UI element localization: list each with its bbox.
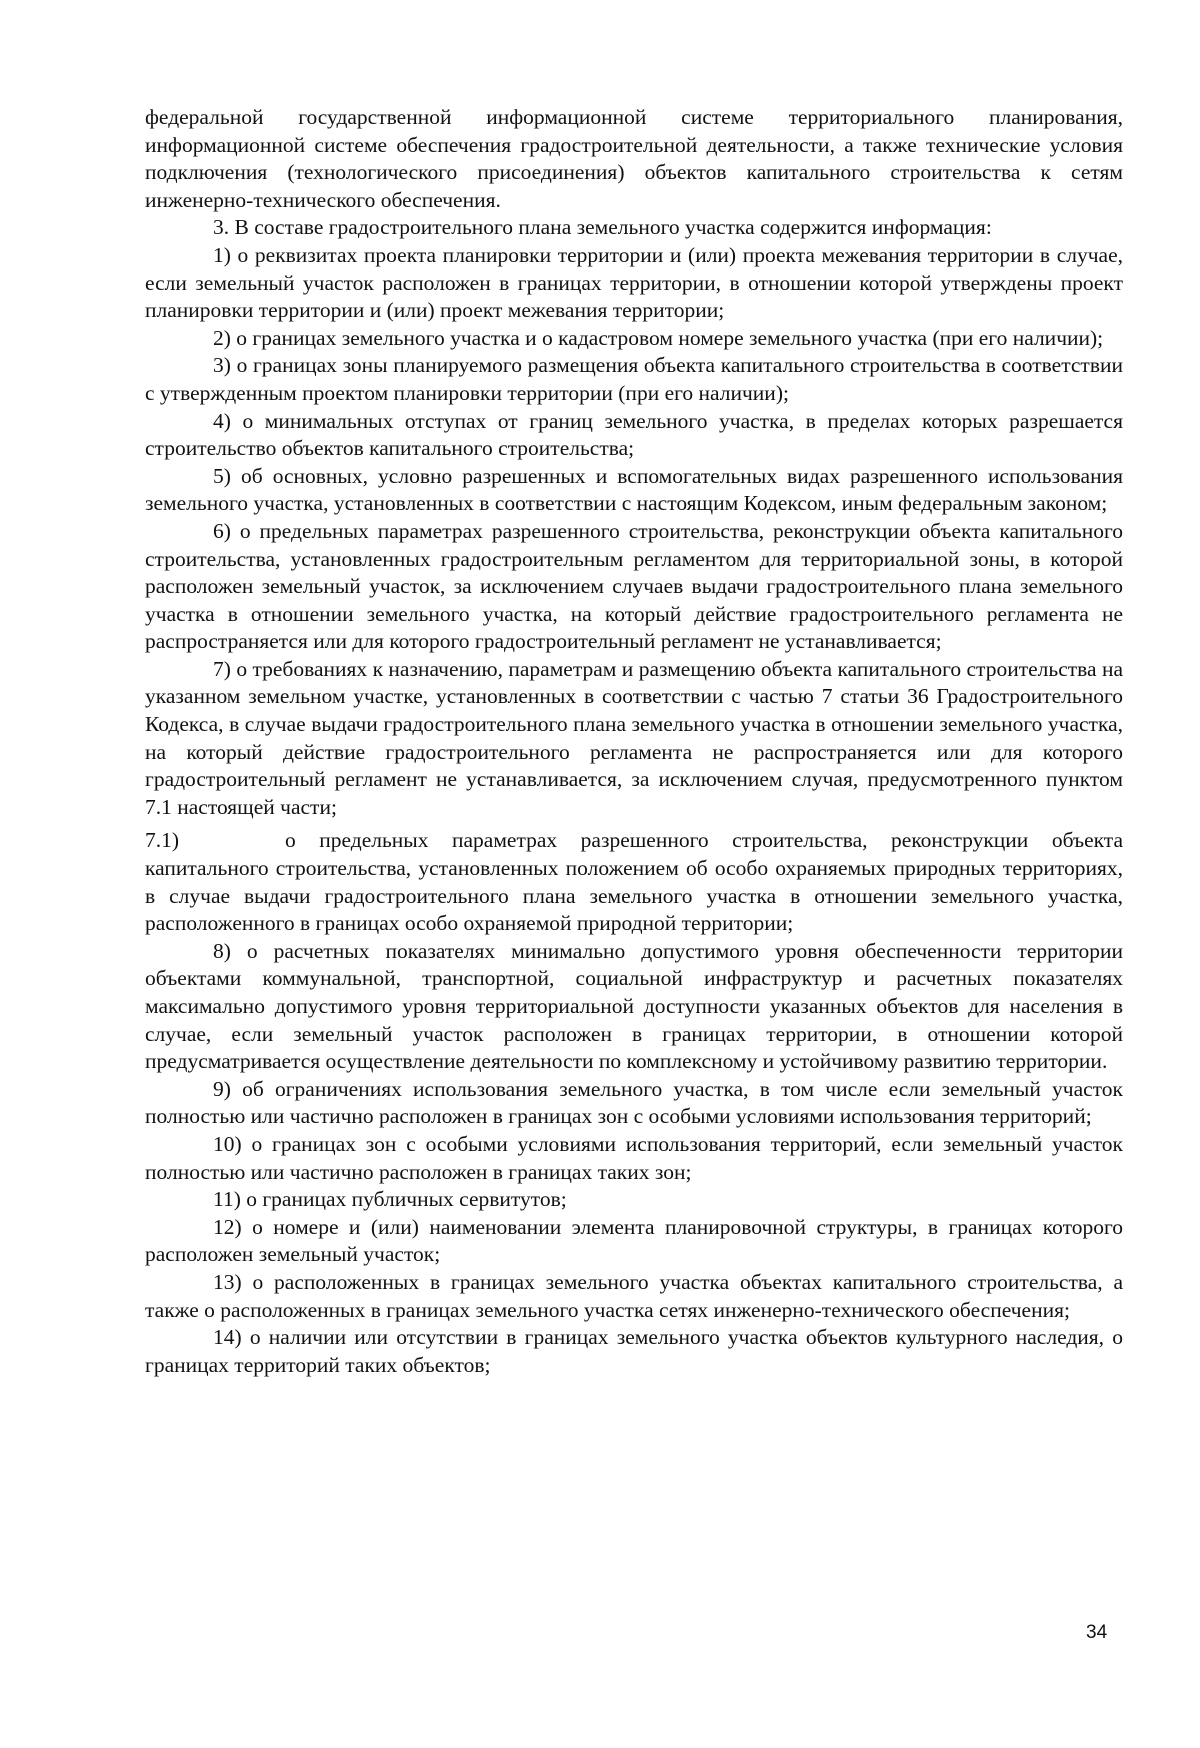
paragraph-item-7: 7) о требованиях к назначению, параметрам и размещению объекта капитального строительства на указанном земельном участке, установленных в соответствии с частью 7 статьи 36 Градостроительного Кодекса, в случае выдачи градостроительного плана земельного участка в отношении земельного участка, на который действие градостроительного регламента не распространяется или для которого градостроительный регламент не устанавливается, за исключением случая, предусмотренного пунктом 7.1 настоящей части; xyxy=(145,656,1123,819)
page-number: 34 xyxy=(1086,1622,1108,1643)
item-7-1-text: о предельных параметрах разрешенного строительства, реконструкции объекта капитального строительства, установленных положением об особо охраняемых природных территориях, в случае выдачи градостроительного плана земельного участка в отношении земельного участка, расположенного в границах особо охраняемой природной территории; xyxy=(145,828,1123,936)
paragraph-item-10: 10) о границах зон с особыми условиями использования территорий, если земельный участок полностью или частично расположен в границах таких зон; xyxy=(145,1131,1123,1184)
paragraph-item-6: 6) о предельных параметрах разрешенного строительства, реконструкции объекта капитального строительства, установленных градостроительным регламентом для территориальной зоны, в которой расположен земельный участок, за исключением случаев выдачи градостроительного плана земельного участка в отношении земельного участка, на который действие градостроительного регламента не распространяется или для которого градостроительный регламент не устанавливается; xyxy=(145,518,1123,654)
document-page xyxy=(145,104,1123,1379)
paragraph-item-7-1 xyxy=(145,827,1123,937)
paragraph-item-5: 5) об основных, условно разрешенных и вспомогательных видах разрешенного использования земельного участка, установленных в соответствии с настоящим Кодексом, иным федеральным законом; xyxy=(145,463,1123,516)
paragraph-item-8: 8) о расчетных показателях минимально допустимого уровня обеспеченности территории объектами коммунальной, транспортной, социальной инфраструктур и расчетных показателях максимально допустимого уровня территориальной доступности указанных объектов для населения в случае, если земельный участок расположен в границах территории, в отношении которой предусматривается осуществление деятельности по комплексному и устойчивому развитию территории. xyxy=(145,938,1123,1074)
paragraph-item-1: 1) о реквизитах проекта планировки территории и (или) проекта межевания территории в случае, если земельный участок расположен в границах территории, в отношении которой утверждены проект планировки территории и (или) проект межевания территории; xyxy=(145,242,1123,323)
paragraph-item-12: 12) о номере и (или) наименовании элемента планировочной структуры, в границах которого расположен земельный участок; xyxy=(145,1214,1123,1267)
paragraph-item-13: 13) о расположенных в границах земельного участка объектах капитального строительства, а также о расположенных в границах земельного участка сетях инженерно-технического обеспечения; xyxy=(145,1269,1123,1322)
item-7-1-number: 7.1) xyxy=(145,828,180,853)
paragraph-item-11: 11) о границах публичных сервитутов; xyxy=(213,1187,567,1212)
paragraph-continuation: федеральной государственной информационной системе территориального планирования, информационной системе обеспечения градостроительной деятельности, а также технические условия подключения (технологического присоединения) объектов капитального строительства к сетям инженерно-технического обеспечения. xyxy=(145,105,1123,212)
paragraph-item-2: 2) о границах земельного участка и о кадастровом номере земельного участка (при его наличии); xyxy=(213,325,1104,350)
paragraph-item-3: 3) о границах зоны планируемого размещения объекта капитального строительства в соответствии с утвержденным проектом планировки территории (при его наличии); xyxy=(145,353,1123,405)
paragraph-item-4: 4) о минимальных отступах от границ земельного участка, в пределах которых разрешается строительство объектов капитального строительства; xyxy=(145,408,1123,461)
paragraph-section-3: 3. В составе градостроительного плана земельного участка содержится информация: xyxy=(213,215,992,240)
paragraph-item-14: 14) о наличии или отсутствии в границах земельного участка объектов культурного наследия, о границах территорий таких объектов; xyxy=(145,1325,1123,1377)
paragraph-item-9: 9) об ограничениях использования земельного участка, в том числе если земельный участок полностью или частично расположен в границах зон с особыми условиями использования территорий; xyxy=(145,1076,1123,1129)
